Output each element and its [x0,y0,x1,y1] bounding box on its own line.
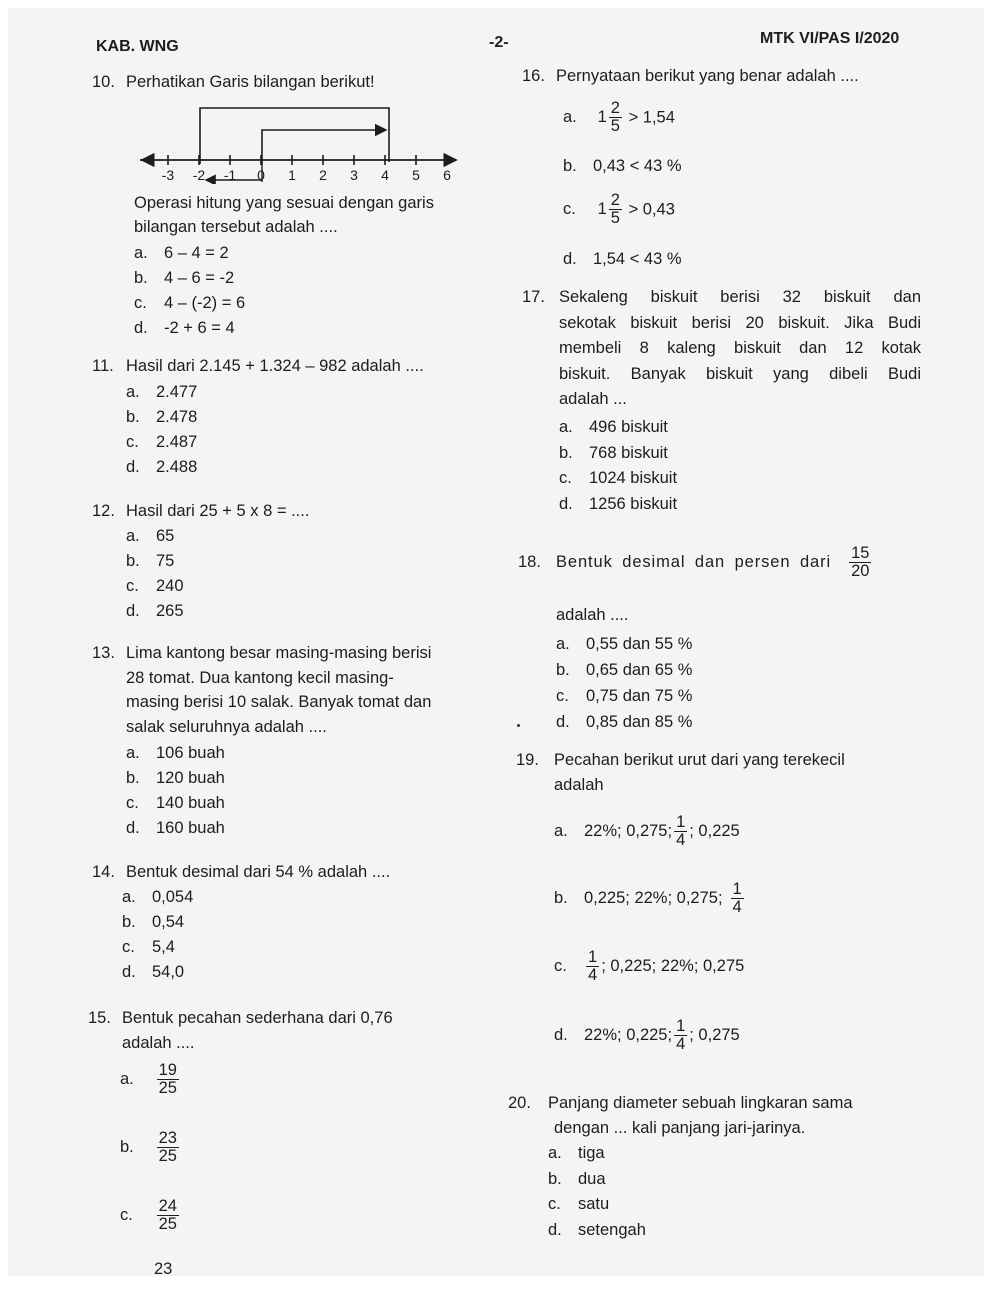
option-a: a. 22%; 0,275; $\frac{1}{4}$ ; 0,225 [554,813,740,850]
option-b: b. 120 buah [126,769,225,787]
question-number: 17. [522,288,545,306]
question-number: 12. [92,502,115,520]
option-a: a. 0,054 [122,888,194,906]
option-d: d. 1,54 < 43 % [563,250,682,268]
option-b: b. 2.478 [126,408,198,426]
option-b: b. 75 [126,552,175,570]
question-14-options [122,885,193,985]
question-12 [92,499,309,524]
question-17-options [559,415,677,517]
option-c: c. 0,75 dan 75 % [556,687,693,705]
question-number: 10. [92,73,115,91]
question-20-text: Panjang diameter sebuah lingkaran sama dengan ... kali panjang jari-jarinya. [548,1094,853,1137]
question-19 [516,748,554,773]
question-number: 14. [92,863,115,881]
fraction: $\frac{1}{4}$ [732,880,742,917]
option-c: c. 2.487 [126,433,198,451]
option-c: c. 140 buah [126,794,225,812]
question-20-options [548,1141,646,1243]
question-10-options [134,241,245,341]
fraction: $\frac{1}{4}$ [676,1017,686,1054]
option-b: b. 768 biskuit [559,443,668,462]
question-18-options [556,631,692,735]
tick-label: 4 [381,167,389,183]
option-b: b. $\frac{23}{25}$ [120,1129,177,1166]
tick-label: 0 [257,167,265,183]
option-b: b. 0,43 < 43 % [563,157,682,175]
question-number: 19. [516,751,539,769]
tick-label: -1 [223,167,237,183]
option-d: d. 160 buah [126,819,225,837]
header-region: KAB. WNG [96,38,179,55]
option-c: c. 1 $\frac{2}{5}$ > 0,43 [563,191,675,228]
option-a: a. 6 – 4 = 2 [134,244,229,262]
jump-arrow-lower [262,130,386,164]
cut-off-numerator: 23 [154,1260,173,1276]
option-c: c. 5,4 [122,938,175,956]
exam-page [8,8,984,1276]
stray-dot [517,724,520,727]
question-18 [518,545,873,581]
question-text: Pernyataan berikut yang benar adalah .... [556,67,859,85]
option-d: d. 1256 biskuit [559,494,678,513]
fraction: $\frac{1}{4}$ [588,948,598,985]
question-11 [92,354,424,379]
caption-line: bilangan tersebut adalah .... [134,218,338,236]
option-d: d. 0,85 dan 85 % [556,713,693,731]
question-10-caption [134,191,434,239]
header-exam-code: MTK VI/PAS I/2020 [760,30,900,47]
option-a: a. 0,55 dan 55 % [556,635,693,653]
question-13-text: Lima kantong besar masing-masing berisi 28 tomat. Dua kantong kecil masing- masing berisi 10 salak. Banyak tomat dan salak seluruhnya adalah .... [126,644,432,736]
option-c: c. 4 – (-2) = 6 [134,294,246,312]
option-b: b. 0,225; 22%; 0,275; $\frac{1}{4}$ [554,880,742,917]
option-d: d. 265 [126,602,184,620]
question-text: Hasil dari 2.145 + 1.324 – 982 adalah .... [126,357,424,375]
fraction: $\frac{1}{4}$ [676,813,686,850]
question-19-text: Pecahan berikut urut dari yang terekecil adalah [554,751,845,794]
tick-label: -3 [161,167,175,183]
number-line-figure [134,100,464,184]
option-d: d. 54,0 [122,963,185,981]
option-c: c. 1024 biskuit [559,469,678,487]
option-a: a. 496 biskuit [559,418,668,436]
question-10 [92,70,375,95]
question-17-text: Sekaleng biskuit berisi 32 biskuit dan sekotak biskuit berisi 20 biskuit. Jika Budi membeli 8 kaleng biskuit dan 12 kotak biskuit. Banyak biskuit yang dibeli Budi adalah ... [559,288,921,408]
option-c: c. 240 [126,577,184,595]
option-c: c. satu [548,1195,610,1213]
question-text: Bentuk desimal dari 54 % adalah .... [126,863,391,881]
option-c: c. $\frac{1}{4}$ ; 0,225; 22%; 0,275 [554,948,745,985]
question-18-text2: adalah .... [556,606,629,624]
option-a: a. 106 buah [126,744,225,762]
question-20 [508,1091,548,1116]
option-d: d. setengah [548,1220,646,1239]
caption-line: Operasi hitung yang sesuai dengan garis [134,194,434,212]
question-text: Hasil dari 25 + 5 x 8 = .... [126,502,310,520]
tick-label: 5 [412,167,420,183]
tick-label: 6 [443,167,451,183]
option-a: a. 65 [126,527,175,545]
question-number: 20. [508,1094,531,1112]
option-b: b. 0,65 dan 65 % [556,661,693,679]
page-number: -2- [489,34,509,51]
question-number: 18. [518,553,541,572]
fraction: $\frac{24}{25}$ [158,1197,177,1234]
fraction: $\frac{23}{25}$ [158,1129,177,1166]
tick-label: 2 [319,167,327,183]
tick-label: -2 [192,167,206,183]
question-13 [92,641,126,666]
option-b: b. 0,54 [122,913,185,931]
question-number: 15. [88,1009,111,1027]
fraction: $\frac{19}{25}$ [158,1061,177,1098]
question-11-options [126,380,197,480]
option-a: a. 1 $\frac{2}{5}$ > 1,54 [563,99,675,136]
option-a: a. $\frac{19}{25}$ [120,1061,177,1098]
option-b: b. dua [548,1169,606,1188]
question-text: Perhatikan Garis bilangan berikut! [126,73,375,91]
question-15-text: Bentuk pecahan sederhana dari 0,76 adalah .... [122,1009,393,1052]
tick-label: 3 [350,167,358,183]
option-d: d. 22%; 0,225; $\frac{1}{4}$ ; 0,275 [554,1017,740,1054]
option-d: d. -2 + 6 = 4 [134,319,235,337]
option-a: a. 2.477 [126,383,198,401]
question-17 [522,285,556,310]
mixed-number: 1 $\frac{2}{5}$ [597,191,620,228]
option-d: d. 2.488 [126,458,198,476]
option-a: a. tiga [548,1144,605,1162]
question-number: 16. [522,67,545,85]
option-c: c. $\frac{24}{25}$ [120,1197,177,1234]
tick-label: 1 [288,167,296,183]
question-13-options [126,741,225,841]
question-12-options [126,524,184,624]
question-text: Bentuk desimal dan persen dari [556,553,832,572]
question-number: 11. [92,357,114,375]
question-number: 13. [92,644,115,662]
fraction: $\frac{15}{20}$ [851,544,870,581]
question-16 [522,64,859,89]
question-15 [88,1006,122,1031]
question-14 [92,860,390,885]
mixed-number: 1 $\frac{2}{5}$ [597,99,620,136]
jump-arrow-upper [200,108,389,164]
option-b: b. 4 – 6 = -2 [134,269,235,287]
